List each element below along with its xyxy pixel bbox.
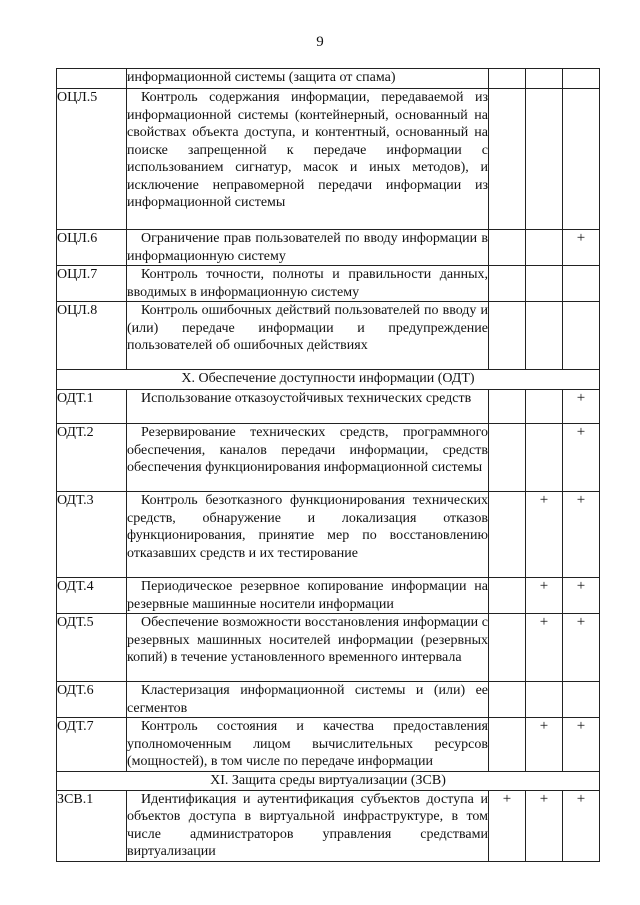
level-mark-1 [489, 492, 526, 578]
table-row [57, 302, 600, 370]
level-mark-1 [489, 89, 526, 230]
level-mark-2: + [526, 614, 563, 682]
requirements-table [56, 68, 600, 862]
table-row [57, 682, 600, 718]
level-mark-1 [489, 390, 526, 424]
measure-code [57, 69, 127, 89]
measure-description: Использование отказоустойчивых технических средств [127, 390, 489, 424]
level-mark-2 [526, 682, 563, 718]
measure-code: ЗСВ.1 [57, 790, 127, 861]
measure-description: Контроль безотказного функционирования технических средств, обнаружение и локализация отказов функционирования, принятие мер по восстановлению отказавших средств и их тестирование [127, 492, 489, 578]
level-mark-1 [489, 424, 526, 492]
measure-code: ОДТ.1 [57, 390, 127, 424]
level-mark-3: + [563, 390, 600, 424]
measure-description: Периодическое резервное копирование информации на резервные машинные носители информации [127, 579, 488, 612]
level-mark-1 [489, 302, 526, 370]
section-title: X. Обеспечение доступности информации (ОДТ) [57, 370, 600, 390]
page-number: 9 [316, 34, 324, 50]
level-mark-2: + [526, 790, 563, 861]
section-title: XI. Защита среды виртуализации (ЗСВ) [57, 771, 600, 790]
table-row [57, 718, 600, 772]
level-mark-1 [489, 230, 526, 266]
level-mark-2 [526, 390, 563, 424]
table-row [57, 492, 600, 578]
measure-code: ОЦЛ.6 [57, 230, 127, 266]
table-row [57, 266, 600, 302]
level-mark-3 [563, 89, 600, 230]
level-mark-2 [526, 302, 563, 370]
section-header-row [57, 370, 600, 390]
level-mark-3 [563, 682, 600, 718]
level-mark-1 [489, 578, 526, 614]
section-header-row [57, 771, 600, 790]
level-mark-2 [526, 89, 563, 230]
measure-code: ОЦЛ.5 [57, 89, 127, 230]
table-row [57, 89, 600, 230]
table-row [57, 69, 600, 89]
measure-code: ОДТ.3 [57, 492, 127, 578]
table-row [57, 578, 600, 614]
level-mark-2: + [526, 718, 563, 772]
level-mark-2: + [526, 492, 563, 578]
level-mark-2 [526, 69, 563, 89]
level-mark-1 [489, 266, 526, 302]
level-mark-2: + [526, 578, 563, 614]
level-mark-3: + [563, 718, 600, 772]
level-mark-2 [526, 266, 563, 302]
table-row [57, 424, 600, 492]
requirements-table-body [57, 69, 600, 862]
measure-description: информационной системы (защита от спама) [127, 69, 489, 89]
level-mark-3 [563, 302, 600, 370]
level-mark-3: + [563, 492, 600, 578]
measure-description: Контроль ошибочных действий пользователей по вводу и (или) передаче информации и предупреждение пользователей об ошибочных действиях [127, 302, 489, 370]
level-mark-3 [563, 266, 600, 302]
level-mark-3: + [563, 578, 600, 614]
level-mark-2 [526, 424, 563, 492]
level-mark-2 [526, 230, 563, 266]
measure-code: ОДТ.2 [57, 424, 127, 492]
measure-description: Контроль содержания информации, передаваемой из информационной системы (контейнерный, основанный на свойствах объекта доступа, и контентный, основанный на поиске запрещенной к передаче информации с использованием сигнатур, масок и иных методов), и исключение неправомерной передачи информации из информационной системы [127, 89, 489, 230]
table-row [57, 614, 600, 682]
level-mark-3 [563, 69, 600, 89]
level-mark-1 [489, 718, 526, 772]
measure-description: Контроль точности, полноты и правильности данных, вводимых в информационную систему [127, 267, 488, 300]
table-row [57, 230, 600, 266]
level-mark-1: + [489, 790, 526, 861]
measure-code: ОДТ.4 [57, 578, 127, 614]
measure-description: Кластеризация информационной системы и (или) ее сегментов [127, 683, 488, 716]
measure-code: ОЦЛ.7 [57, 266, 127, 302]
level-mark-1 [489, 69, 526, 89]
measure-code: ОЦЛ.8 [57, 302, 127, 370]
level-mark-3: + [563, 424, 600, 492]
measure-code: ОДТ.7 [57, 718, 127, 772]
level-mark-3: + [563, 614, 600, 682]
table-row [57, 390, 600, 424]
table-row [57, 790, 600, 861]
measure-description: Контроль состояния и качества предоставления уполномоченным лицом вычислительных ресурсов (мощностей), в том числе по передаче информации [127, 719, 488, 769]
measure-description: Обеспечение возможности восстановления информации с резервных машинных носителей информации (резервных копий) в течение установленного временного интервала [127, 614, 489, 682]
level-mark-1 [489, 614, 526, 682]
measure-description: Идентификация и аутентификация субъектов доступа и объектов доступа в виртуальной инфраструктуре, в том числе администраторов управления средствами виртуализации [127, 791, 488, 859]
measure-code: ОДТ.5 [57, 614, 127, 682]
level-mark-1 [489, 682, 526, 718]
measure-code: ОДТ.6 [57, 682, 127, 718]
level-mark-3: + [563, 790, 600, 861]
level-mark-3: + [563, 230, 600, 266]
measure-description: Резервирование технических средств, программного обеспечения, каналов передачи информации, средств обеспечения функционирования информационной системы [127, 424, 489, 492]
measure-description: Ограничение прав пользователей по вводу информации в информационную систему [127, 231, 488, 264]
